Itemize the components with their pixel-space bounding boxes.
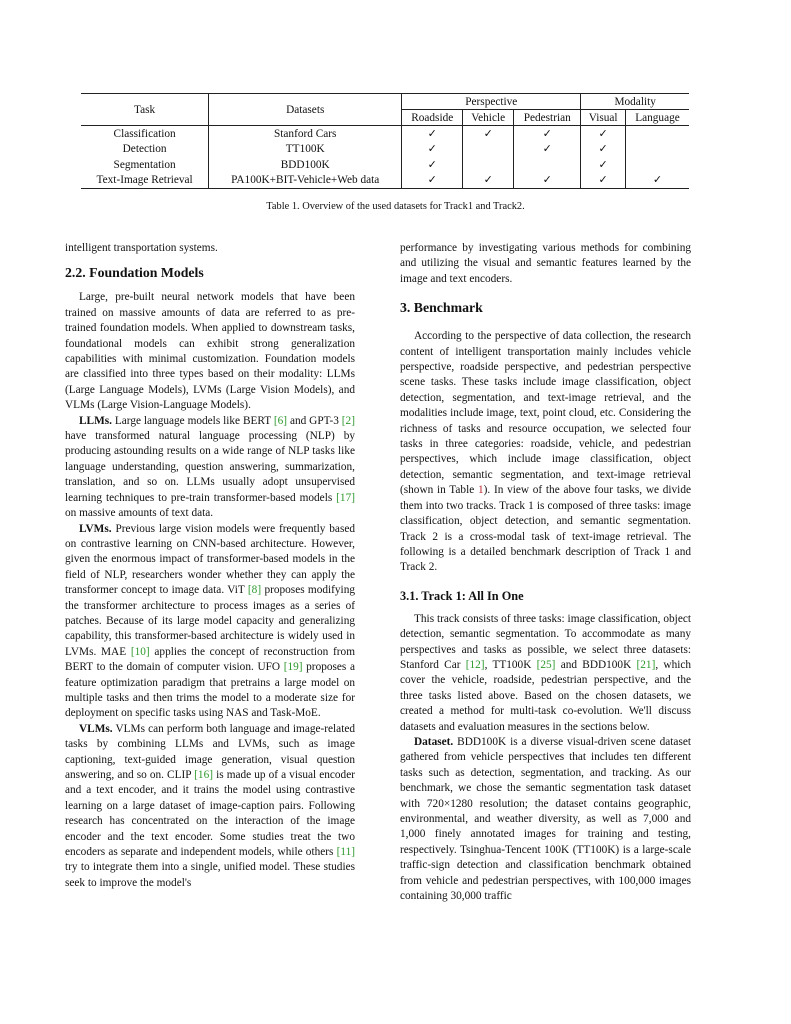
text: proposes a feature optimization paradigm that pretrains a large model on multiple tasks and then trims the model to a moderate size for deployment on specific tasks using NAS and Task-MoE. <box>65 661 355 720</box>
text: applies the concept of reconstruction from BERT to the domain of computer vision. UFO <box>65 645 355 674</box>
check-mark: ✓ <box>402 173 463 189</box>
paragraph-track1 <box>400 612 691 735</box>
citation-link[interactable]: [25] <box>536 658 556 671</box>
citation-link[interactable]: [2] <box>341 414 355 427</box>
empty-cell <box>625 157 689 173</box>
empty-cell <box>514 157 581 173</box>
run-in-heading-llms: LLMs. <box>79 414 112 427</box>
paragraph: intelligent transportation systems. <box>65 242 218 254</box>
header-perspective: Perspective <box>402 94 581 110</box>
cell-dataset: TT100K <box>209 142 402 158</box>
text: and BDD100K <box>560 658 632 671</box>
text: BDD100K is a diverse visual-driven scene dataset gathered from vehicle perspectives that includes ten different tasks such as detection, segmentation, and tracking. As our benchmark, we chose the semantic segmentation task dataset with 720×1280 resolution; the dataset contains geographic, environmental, and weather diversity, as well as 7,000 and 1,000 finely annotated images for training and testing, respectively. Tsinghua-Tencent 100K (TT100K) is a large-scale traffic-sign detection and classification benchmark obtained from vehicle and pedestrian perspectives, with 100,000 images containing 30,000 traffic <box>400 735 691 903</box>
cell-task: Detection <box>81 142 209 158</box>
header-datasets: Datasets <box>209 94 402 126</box>
citation-link[interactable]: [6] <box>273 414 288 427</box>
check-mark: ✓ <box>514 142 581 158</box>
text: , which cover the vehicle, roadside, pedestrian perspective, and the three tasks listed above. Based on the chosen datasets, we created a method for multi-task co-evolution. We'll discuss datasets and evaluation measures in the sections below. <box>400 658 692 733</box>
text: on massive amounts of text data. <box>65 507 214 520</box>
text: This track consists of three tasks: image classification, object detection, semantic segmentation. To accommodate as many perspectives and tasks as possible, we select three datasets: Stanford Car <box>400 612 691 671</box>
citation-link[interactable]: [11] <box>336 846 355 859</box>
header-pedestrian: Pedestrian <box>514 110 581 126</box>
subsection-heading-track1: 3.1. Track 1: All In One <box>400 588 524 603</box>
text: is made up of a visual encoder and a text encoder, and it trains the model using contrastive learning on a large dataset of image-caption pairs. Following research has concentrated on the interaction of the image encoder and the text encoder. Some studies treat the two encoders as separate and independent models, while others <box>65 769 355 859</box>
check-mark: ✓ <box>581 173 626 189</box>
empty-cell <box>625 142 689 158</box>
text: have transformed natural language processing (NLP) by producing astounding results on a wide range of NLP tasks like language understanding, question answering, summarization, translation, and so on. LLMs usually adopt unsupervised learning techniques to pre-train transformer-based models <box>65 430 355 504</box>
table-row <box>81 173 689 189</box>
paragraph-vlms <box>65 722 355 891</box>
header-visual: Visual <box>581 110 626 126</box>
check-mark: ✓ <box>625 173 689 189</box>
table-caption: Table 1. Overview of the used datasets for Track1 and Track2. <box>266 201 525 212</box>
text: and GPT-3 <box>289 414 339 427</box>
left-column <box>65 241 355 891</box>
citation-link[interactable]: [19] <box>283 661 303 674</box>
cell-dataset: BDD100K <box>209 157 402 173</box>
text: VLMs can perform both language and image-related tasks by combining LLMs and LVMs, such as image captioning, text-guided image generation, visual question answering, and so on. CLIP <box>65 722 355 781</box>
table-row <box>81 142 689 158</box>
right-column <box>400 241 691 904</box>
check-mark: ✓ <box>581 142 626 158</box>
paragraph-benchmark <box>400 329 691 576</box>
citation-link[interactable]: [21] <box>636 658 656 671</box>
paragraph: performance by investigating various methods for combining and utilizing the visual and semantic features learned by the image and text encoders. <box>400 242 691 285</box>
check-mark: ✓ <box>463 126 514 142</box>
text: , TT100K <box>484 658 532 671</box>
citation-link[interactable]: [10] <box>130 645 150 658</box>
table-row <box>81 157 689 173</box>
cell-dataset: PA100K+BIT-Vehicle+Web data <box>209 173 402 189</box>
check-mark: ✓ <box>463 173 514 189</box>
empty-cell <box>625 126 689 142</box>
cell-dataset: Stanford Cars <box>209 126 402 142</box>
empty-cell <box>463 142 514 158</box>
check-mark: ✓ <box>514 173 581 189</box>
paragraph-lvms <box>65 522 355 722</box>
table-reference-link[interactable]: 1 <box>477 484 484 497</box>
text: According to the perspective of data collection, the research content of intelligent transportation mainly includes vehicle perspective, roadside perspective, and pedestrian perspective scene tasks. These tasks include image classification, object detection, segmentation, and text-image retrieval, and the modalities include image, text, point cloud, etc. Considering the richness of tasks and resource occupation, we selected four tasks in three categories: roadside, vehicle, and pedestrian perspectives, which include image classification, object detection, semantic segmentation, and text-image retrieval (shown in Table <box>400 330 691 497</box>
citation-link[interactable]: [17] <box>336 491 355 504</box>
cell-task: Segmentation <box>81 157 209 173</box>
run-in-heading-dataset: Dataset. <box>414 735 454 748</box>
text: ). In view of the above four tasks, we divide them into two tracks. Track 1 is composed of three tasks: image classification, object detection, and semantic segmentation. Track 2 is a cross-modal task of text-image retrieval. The following is a detailed benchmark description of Track 1 and Track 2. <box>400 484 691 574</box>
text: Previous large vision models were frequently based on contrastive learning on CNN-based architecture. However, given the enormous impact of transformer-based models in the field of NLP, researchers wonder whether they can apply the transformer concept to image data. ViT <box>65 522 356 597</box>
header-modality: Modality <box>581 94 689 110</box>
check-mark: ✓ <box>402 142 463 158</box>
check-mark: ✓ <box>402 126 463 142</box>
cell-task: Classification <box>81 126 209 142</box>
citation-link[interactable]: [16] <box>194 769 213 781</box>
run-in-heading-lvms: LVMs. <box>79 522 112 535</box>
header-task: Task <box>81 94 209 126</box>
text: Large language models like BERT <box>114 414 271 427</box>
check-mark: ✓ <box>581 126 626 142</box>
paragraph-llms <box>65 414 355 522</box>
section-heading-benchmark: 3. Benchmark <box>400 300 483 316</box>
section-heading-foundation-models: 2.2. Foundation Models <box>65 265 204 281</box>
datasets-table <box>81 93 689 189</box>
citation-link[interactable]: [12] <box>465 658 485 671</box>
check-mark: ✓ <box>514 126 581 142</box>
run-in-heading-vlms: VLMs. <box>79 722 113 735</box>
check-mark: ✓ <box>581 157 626 173</box>
header-roadside: Roadside <box>402 110 463 126</box>
paragraph: Large, pre-built neural network models that have been trained on massive amounts of data are referred to as pre-trained foundation models. When applied to downstream tasks, foundational models can exhibit strong generalization capabilities with minimal customization. Foundation models are classified into three types based on their modality: LLMs (Large Language Models), LVMs (Large Vision Models), and VLMs (Large Vision-Language Models). <box>65 291 355 412</box>
check-mark: ✓ <box>402 157 463 173</box>
citation-link[interactable]: [8] <box>247 584 262 597</box>
text: proposes modifying the transformer architecture to process images as a series of patches. Because of its large model capacity and generalizing capability, this transformer-based architecture is widely used in LVMs. MAE <box>65 584 355 658</box>
header-vehicle: Vehicle <box>463 110 514 126</box>
table-row <box>81 126 689 142</box>
text: try to integrate them into a single, unified model. These studies seek to improve the model's <box>65 861 355 889</box>
cell-task: Text-Image Retrieval <box>81 173 209 189</box>
header-language: Language <box>635 111 680 124</box>
empty-cell <box>463 157 514 173</box>
paragraph-dataset <box>400 735 691 904</box>
